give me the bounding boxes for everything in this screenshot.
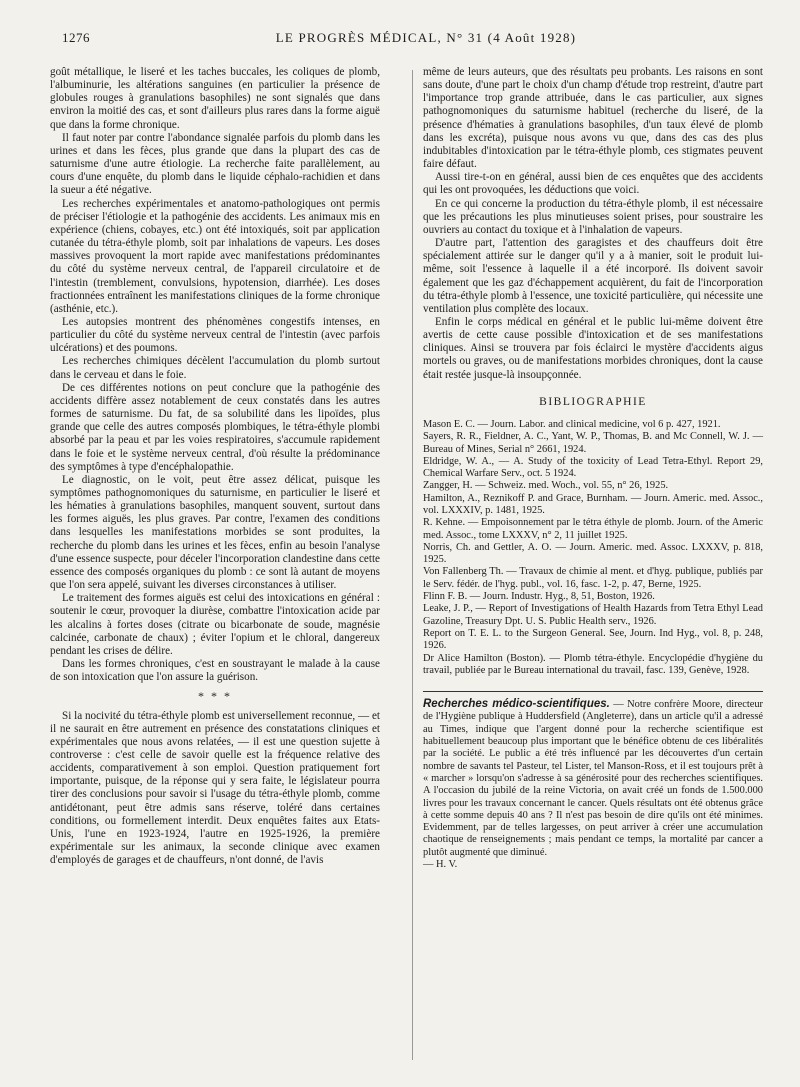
column-divider bbox=[412, 70, 413, 1060]
paragraph: Le diagnostic, on le voit, peut être assez délicat, puisque les symptômes pathognomoniques du saturnisme, en particulier le liseré et les hématies à granulations basophiles, manquent souvent, surtout dans les formes aiguës, les plus graves. Par contre, l'examen des conditions dans lesquelles les manifestations morbides se sont produites, la recherche du plomb dans les urines et les fèces, enfin au besoin l'analyse d'une essence suspecte, pour déceler l'incorporation clandestine dans cette essence des composés organiques du plomb : ce sont là autant de moyens que l'on sera appelé, suivant les diverses circonstances à utiliser. bbox=[50, 473, 380, 592]
bibliography-entry: Report on T. E. L. to the Surgeon General. See, Journ. Ind Hyg., vol. 8, p. 248, 1926. bbox=[423, 627, 763, 652]
bibliography-list bbox=[423, 419, 763, 677]
paragraph: Il faut noter par contre l'abondance signalée parfois du plomb dans les urines et dans les fèces, plus grande que dans la plupart des cas de saturnisme d'une autre étiologie. La recherche faite parallèlement, au cours d'une enquête, du plomb dans le liquide céphalo-rachidien et dans la sueur a été négative. bbox=[50, 131, 380, 197]
bibliography-entry: R. Kehne. — Empoisonnement par le tétra éthyle de plomb. Journ. of the Americ med. Assoc., tome LXXXV, n° 2, 11 juillet 1925. bbox=[423, 517, 763, 541]
paragraph: De ces différentes notions on peut conclure que la pathogénie des accidents diffère assez notablement de ceux constatés dans les autres formes de saturnisme. Du fat, de sa solubilité dans les lipoïdes, plus grande que celle des autres composés plombiques, le tétra-éthyle plombi absorbé par la peau et par les voies respiratoires, s'accumule rapidement dans le foie et le système nerveux central, d'où résulte la prédominance des symptômes à type d'encéphalopathie. bbox=[50, 381, 380, 473]
bibliography-entry: Sayers, R. R., Fieldner, A. C., Yant, W. P., Thomas, B. and Mc Connell, W. J. — Bureau of Mines, Serial n° 2661, 1924. bbox=[423, 431, 763, 455]
paragraph: Dans les formes chroniques, c'est en soustrayant le malade à la cause de son intoxication que l'on assure la guérison. bbox=[50, 658, 380, 684]
bibliography-entry: Von Fallenberg Th. — Travaux de chimie al ment. et d'hyg. publique, publiés par le Serv. fédér. de l'hyg. publ., vol. 16, fasc. 1-2, p. 47, Berne, 1925. bbox=[423, 566, 763, 590]
news-body: — Notre confrère Moore, directeur de l'Hygiène publique à Huddersfield (Angleterre), dans un article qu'il a adressé au Times, indique que l'argent donné pour la recherche scientifique est habituellement beaucoup plus important que le bénéfice obtenu de ces libéralités par la société. Le public a été très influencé par les découvertes d'un certain nombre de savants tel Pasteur, tel Lister, tel Manson-Ross, et il est toujours prêt à « marcher » lorsqu'on s'adresse à sa générosité pour des recherches scientifiques. A l'occasion du jubilé de la reine Victoria, on avait créé un fonds de 1.500.000 livres pour les travaux concernant le cancer. Quels résultats ont été obtenus grâce à cette somme depuis 40 ans ? Il n'est pas besoin de dire qu'ils ont été minimes. Evidemment, par de telles largesses, on peut arriver à créer une accumulation chaotique de renseignements ; mais pendant ce temps, la mortalité par cancer a plutôt augmenté que diminué. bbox=[423, 699, 763, 858]
bibliography-entry: Dr Alice Hamilton (Boston). — Plomb tétra-éthyle. Encyclopédie d'hygiène du travail, publiée par le Bureau international du travail, fasc. 139, Genève, 1928. bbox=[423, 652, 763, 676]
paragraph: Aussi tire-t-on en général, aussi bien de ces enquêtes que des accidents qui les ont provoquées, les déductions que voici. bbox=[423, 171, 763, 197]
paragraph: goût métallique, le liseré et les taches buccales, les coliques de plomb, l'albuminurie, les altérations sanguines (en particulier la présence de globules rouges à granulations basophiles) ne sont signalés que dans environ la moitié des cas, et sont d'ailleurs plus rares dans la forme aiguë que dans la forme chronique. bbox=[50, 66, 380, 131]
paragraph: Le traitement des formes aiguës est celui des intoxications en général : soutenir le cœur, provoquer la diurèse, combattre l'intoxication acide par les alcalins à fortes doses (citrate ou bicarbonate de soude, magnésie calcinée, carbonate de chaux) ; éviter l'opium et le chloral, dangereux pendant les crises de délire. bbox=[50, 592, 380, 657]
bibliography-entry: Hamilton, A., Reznikoff P. and Grace, Burnham. — Journ. Americ. med. Assoc., vol. LXXXIV, p. 1481, 1925. bbox=[423, 492, 763, 516]
news-heading: Recherches médico-scientifiques. bbox=[423, 698, 610, 711]
bibliography-title: BIBLIOGRAPHIE bbox=[539, 395, 647, 408]
right-column bbox=[423, 66, 763, 871]
bibliography-entry: Mason E. C. — Journ. Labor. and clinical medicine, vol 6 p. 427, 1921. bbox=[423, 418, 721, 430]
news-signature: — H. V. bbox=[423, 859, 458, 870]
bibliography-entry: Flinn F. B. — Journ. Industr. Hyg., 8, 51, Boston, 1926. bbox=[423, 591, 655, 603]
paragraph: Les recherches chimiques décèlent l'accumulation du plomb surtout dans le cerveau et dans le foie. bbox=[50, 355, 380, 381]
paragraph: Les autopsies montrent des phénomènes congestifs intenses, en particulier du côté du système nerveux central de l'intestin (avec parfois ulcérations) et des poumons. bbox=[50, 315, 380, 355]
paragraph: même de leurs auteurs, que des résultats peu probants. Les raisons en sont sans doute, d'une part le choix d'un champ d'étude trop restreint, d'autre part l'importance trop grande attribuée, dans le cas particulier, aux signes pathognomoniques du saturnisme habituel (recherche du liseré, de la présence d'hématies à granulations basophiles, d'un taux élevé de plomb dans les excréta), puisque nous avons vu que, dans des cas des plus indubitables d'intoxication par le tétra-éthyle plomb, ces stigmates peuvent faire défaut. bbox=[423, 66, 763, 171]
section-separator: * * * bbox=[198, 689, 232, 704]
bibliography-entry: Leake, J. P., — Report of Investigations of Health Hazards from Tetra Ethyl Lead Gazoline, Treasury Dpt. U. S. Public Health serv., 1926. bbox=[423, 603, 763, 627]
journal-title: LE PROGRÈS MÉDICAL, N° 31 (4 Août 1928) bbox=[275, 30, 577, 45]
paragraph: D'autre part, l'attention des garagistes et des chauffeurs doit être spécialement attirée sur le danger qu'il y a à manier, soit le produit lui-même, soit l'essence à laquelle il a été incorporé. Ils doivent savoir également que les gaz d'échappement acquièrent, du fait de l'incorporation du tétra-éthyle plomb à l'essence, une toxicité particulière, qui nécessite une ventilation plus complète des locaux. bbox=[423, 237, 763, 315]
bibliography-entry: Norris, Ch. and Gettler, A. O. — Journ. Americ. med. Assoc. LXXXV, p. 818, 1925. bbox=[423, 541, 763, 566]
section-rule bbox=[423, 691, 763, 692]
page-number: 1276 bbox=[62, 30, 90, 45]
page-header bbox=[62, 30, 762, 50]
left-column bbox=[50, 66, 380, 867]
paragraph: Les recherches expérimentales et anatomo-pathologiques ont permis de préciser l'étiologie et la pathogénie des accidents. Les animaux mis en expérience (chiens, cobayes, etc.) ont été intoxiqués, soit par application cutanée du tétra-éthyle plomb, soit par inhalations de vapeurs. Les doses massives provoquent la mort rapide avec manifestations prédominantes du côté du système nerveux central, de l'appareil circulatoire et de l'intestin (tremblement, convulsions, hypotension, diarrhée). Les doses fractionnées entraînent les manifestations cliniques de la forme chronique (asthénie, etc.). bbox=[50, 197, 380, 315]
paragraph: Enfin le corps médical en général et le public lui-même doivent être avertis de cette cause possible d'intoxication et de ses manifestations cliniques. Ainsi se trouvera par fois éclairci le mystère d'accidents aigus mortels ou graves, ou de manifestations morbides chroniques, dont la cause était restée jusque-là insoupçonnée. bbox=[423, 315, 763, 381]
bibliography-entry: Eldridge, W. A., — A. Study of the toxicity of Lead Tetra-Ethyl. Report 29, Chemical Warfare Serv., oct. 5 1924. bbox=[423, 455, 763, 480]
news-item bbox=[423, 698, 763, 871]
paragraph: Si la nocivité du tétra-éthyle plomb est universellement reconnue, — et il ne saurait en être autrement en présence des constatations cliniques et expérimentales que nous avons relatées, — il est une question sujette à controverse : c'est celle de savoir quelle est la fréquence relative des accidents, comparativement à son emploi. Question pratiquement fort importante, puisque, de la réponse qui y sera faite, le législateur pourra tirer des conclusions pour savoir si l'usage du tétra-éthyle plomb, comme antidétonant, peut être admis sans réserve, toléré dans certaines conditions, ou formellement interdit. Deux enquêtes faites aux Etats-Unis, l'une en 1923-1924, l'autre en 1925-1926, la première expérimentale sur les animaux, la seconde clinique avec examen d'employés de garages et de chauffeurs, n'ont donné, de l'avis bbox=[50, 709, 380, 867]
bibliography-entry: Zangger, H. — Schweiz. med. Woch., vol. 55, n° 26, 1925. bbox=[423, 480, 669, 492]
paragraph: En ce qui concerne la production du tétra-éthyle plomb, il est nécessaire que les précautions les plus minutieuses soient prises, pour soustraire les ouvriers au contact du toxique et à l'inhalation de vapeurs. bbox=[423, 197, 763, 236]
